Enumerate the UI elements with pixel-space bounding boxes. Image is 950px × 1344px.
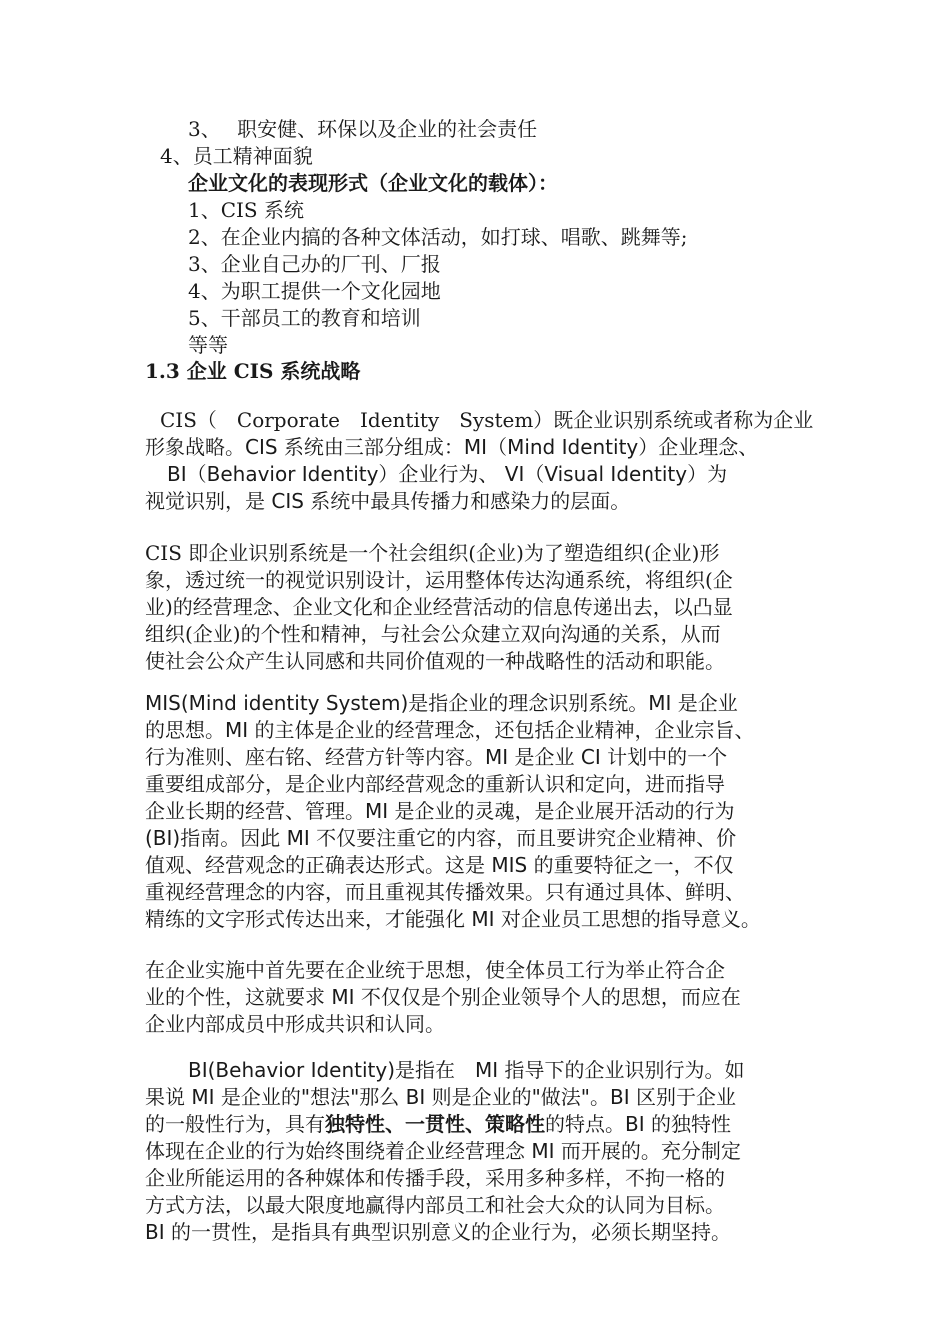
mi-implementation-line: 业的个性，这就要求 MI 不仅仅是个别企业领导个人的思想，而应在 [145, 985, 741, 1009]
cis-intro-line: 形象战略。CIS 系统由三部分组成：MI（Mind Identity）企业理念、 [145, 435, 759, 459]
mis-line: 重视经营理念的内容，而且重视其传播效果。只有通过具体、鲜明、 [145, 880, 745, 904]
bi-line: 方式方法，以最大限度地赢得内部员工和社会大众的认同为目标。 [145, 1193, 725, 1217]
mis-line: (BI)指南。因此 MI 不仅要注重它的内容，而且要讲究企业精神、价 [145, 826, 737, 850]
cis-definition-line: CIS 即企业识别系统是一个社会组织(企业)为了塑造组织(企业)形 [145, 541, 720, 565]
cis-intro-line: BI（Behavior Identity）企业行为、 VI（Visual Identity）为 [167, 462, 728, 486]
forms-item-3: 3、企业自己办的厂刊、厂报 [188, 252, 441, 276]
mis-line: 重要组成部分，是企业内部经营观念的重新认识和定向，进而指导 [145, 772, 725, 796]
mis-line: 的思想。MI 的主体是企业的经营理念，还包括企业精神，企业宗旨、 [145, 718, 755, 742]
mi-implementation-line: 在企业实施中首先要在企业统于思想，使全体员工行为举止符合企 [145, 958, 725, 982]
forms-item-etc: 等等 [188, 333, 228, 357]
bi-line: 企业所能运用的各种媒体和传播手段，采用多种多样，不拘一格的 [145, 1166, 725, 1190]
cis-definition-line: 组织(企业)的个性和精神，与社会公众建立双向沟通的关系，从而 [145, 622, 721, 646]
forms-item-2: 2、在企业内搞的各种文体活动，如打球、唱歌、跳舞等; [188, 225, 688, 249]
mis-line: 值观、经营观念的正确表达形式。这是 MIS 的重要特征之一，不仅 [145, 853, 734, 877]
mis-line: 精练的文字形式传达出来，才能强化 MI 对企业员工思想的指导意义。 [145, 907, 761, 931]
mis-line: MIS(Mind identity System)是指企业的理念识别系统。MI 是企业 [145, 691, 738, 715]
culture-list-item-4: 4、员工精神面貌 [160, 144, 313, 168]
bi-line: 体现在企业的行为始终围绕着企业经营理念 MI 而开展的。充分制定 [145, 1139, 741, 1163]
cis-definition-line: 使社会公众产生认同感和共同价值观的一种战略性的活动和职能。 [145, 649, 725, 673]
mis-line: 行为准则、座右铭、经营方针等内容。MI 是企业 CI 计划中的一个 [145, 745, 728, 769]
section-title: 1.3 企业 CIS 系统战略 [145, 359, 361, 383]
bi-line-text: 的一般性行为，具有 [145, 1112, 325, 1136]
mi-implementation-line: 企业内部成员中形成共识和认同。 [145, 1012, 445, 1036]
forms-item-1: 1、CIS 系统 [188, 198, 304, 222]
cis-definition-line: 业)的经营理念、企业文化和企业经营活动的信息传递出去，以凸显 [145, 595, 733, 619]
bi-line: BI(Behavior Identity)是指在 MI 指导下的企业识别行为。如 [188, 1058, 745, 1082]
bi-line-text: 的特点。BI 的独特性 [545, 1112, 731, 1136]
cis-intro-line: CIS（ Corporate Identity System）既企业识别系统或者称为企业 [160, 408, 814, 432]
bi-line: BI 的一贯性，是指具有典型识别意义的企业行为，必须长期坚持。 [145, 1220, 731, 1244]
forms-heading: 企业文化的表现形式（企业文化的载体）： [188, 171, 558, 195]
cis-definition-line: 象，透过统一的视觉识别设计，运用整体传达沟通系统，将组织(企 [145, 568, 733, 592]
bi-traits-bold: 独特性、一贯性、策略性 [325, 1112, 545, 1136]
bi-line [145, 1111, 731, 1138]
forms-item-4: 4、为职工提供一个文化园地 [188, 279, 441, 303]
cis-intro-line: 视觉识别，是 CIS 系统中最具传播力和感染力的层面。 [145, 489, 631, 513]
mis-line: 企业长期的经营、管理。MI 是企业的灵魂，是企业展开活动的行为 [145, 799, 735, 823]
forms-item-5: 5、干部员工的教育和培训 [188, 306, 421, 330]
culture-list-item-3: 3、 职安健、环保以及企业的社会责任 [188, 117, 538, 141]
bi-line: 果说 MI 是企业的"想法"那么 BI 则是企业的"做法"。BI 区别于企业 [145, 1085, 736, 1109]
